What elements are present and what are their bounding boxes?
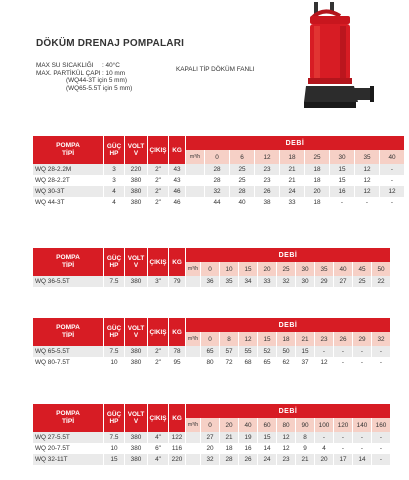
- flow-header: 32: [372, 332, 390, 346]
- flow-unit-spacer: [186, 432, 200, 443]
- max-particle-value: : 10 mm: [102, 69, 126, 77]
- pump-weight: 46: [169, 197, 185, 208]
- head-value: 57: [220, 346, 238, 357]
- flow-header: 29: [353, 332, 371, 346]
- flow-unit: m³/h: [186, 418, 200, 432]
- header-cikis: ÇIKIŞ: [148, 248, 168, 276]
- head-value: -: [330, 197, 354, 208]
- pump-weight: 78: [169, 346, 185, 357]
- head-value: 15: [296, 346, 314, 357]
- head-value: 26: [255, 186, 279, 197]
- head-value: 68: [239, 357, 257, 368]
- head-value: 15: [330, 175, 354, 186]
- page-title: DÖKÜM DRENAJ POMPALARI: [36, 38, 185, 49]
- flow-header: 100: [315, 418, 333, 432]
- header-debi: DEBİ: [186, 318, 390, 332]
- head-value: -: [315, 346, 333, 357]
- pump-table-2: [32, 248, 391, 287]
- head-value: 65: [258, 357, 276, 368]
- head-value: 21: [280, 175, 304, 186]
- head-value: 23: [277, 454, 295, 465]
- head-value: -: [334, 443, 352, 454]
- flow-header: 8: [220, 332, 238, 346]
- pump-name: WQ 32-11T: [33, 454, 103, 465]
- flow-header: 140: [353, 418, 371, 432]
- head-value: 23: [255, 175, 279, 186]
- table-row: [33, 197, 404, 208]
- header-guc: GÜÇ HP: [104, 248, 124, 276]
- pump-name: WQ 27-5.5T: [33, 432, 103, 443]
- head-value: -: [372, 454, 390, 465]
- pump-table-4: [32, 404, 391, 465]
- head-value: 26: [239, 454, 257, 465]
- table-row: [33, 443, 390, 454]
- particle-note-1: (WQ44-3T için 5 mm): [66, 77, 127, 85]
- head-value: -: [353, 443, 371, 454]
- header-volt: VOLT V: [125, 318, 147, 346]
- head-value: 20: [201, 443, 219, 454]
- head-value: 24: [258, 454, 276, 465]
- head-value: 18: [305, 175, 329, 186]
- head-value: -: [353, 346, 371, 357]
- flow-header: 50: [372, 262, 390, 276]
- pump-weight: 43: [169, 164, 185, 175]
- table-row: [33, 454, 390, 465]
- head-value: -: [380, 175, 404, 186]
- head-value: 17: [334, 454, 352, 465]
- flow-unit-spacer: [186, 164, 204, 175]
- header-debi: DEBİ: [186, 248, 390, 262]
- flow-unit-spacer: [186, 346, 200, 357]
- pump-outlet: 4": [148, 454, 168, 465]
- particle-note-2: (WQ65-5.5T için 5 mm): [66, 84, 133, 92]
- flow-unit-spacer: [186, 357, 200, 368]
- pump-hp: 4: [104, 186, 124, 197]
- head-value: 55: [239, 346, 257, 357]
- head-value: 14: [258, 443, 276, 454]
- flow-header: 20: [258, 262, 276, 276]
- head-value: 72: [220, 357, 238, 368]
- flow-unit-spacer: [186, 443, 200, 454]
- head-value: 28: [205, 164, 229, 175]
- pump-name: WQ 28-2.2M: [33, 164, 103, 175]
- head-value: 32: [201, 454, 219, 465]
- head-value: 62: [277, 357, 295, 368]
- max-temp-value: : 40°C: [102, 62, 120, 69]
- header-cikis: ÇIKIŞ: [148, 404, 168, 432]
- table-row: [33, 175, 404, 186]
- head-value: -: [334, 432, 352, 443]
- header-pompa: POMPA TİPİ: [33, 136, 103, 164]
- flow-header: 0: [205, 150, 229, 164]
- head-value: 9: [296, 443, 314, 454]
- head-value: 33: [258, 276, 276, 287]
- pump-outlet: 2": [148, 186, 168, 197]
- pump-name: WQ 44-3T: [33, 197, 103, 208]
- flow-header: 45: [353, 262, 371, 276]
- flow-unit: m³/h: [186, 262, 200, 276]
- pump-volt: 380: [125, 443, 147, 454]
- header-guc: GÜÇ HP: [104, 404, 124, 432]
- pump-table-3: [32, 318, 391, 368]
- pump-hp: 15: [104, 454, 124, 465]
- flow-header: 18: [277, 332, 295, 346]
- head-value: -: [353, 432, 371, 443]
- flow-header: 120: [334, 418, 352, 432]
- pump-weight: 95: [169, 357, 185, 368]
- head-value: 33: [280, 197, 304, 208]
- flow-header: 20: [220, 418, 238, 432]
- pump-name: WQ 28-2.2T: [33, 175, 103, 186]
- max-particle-label: MAX. PARTİKÜL ÇAPI: [36, 69, 101, 77]
- head-value: 30: [296, 276, 314, 287]
- flow-header: 15: [239, 262, 257, 276]
- table-row: [33, 276, 390, 287]
- head-value: 12: [355, 164, 379, 175]
- flow-header: 40: [334, 262, 352, 276]
- head-value: -: [372, 357, 390, 368]
- head-value: 14: [353, 454, 371, 465]
- flow-header: 80: [277, 418, 295, 432]
- head-value: 20: [305, 186, 329, 197]
- flow-header: 21: [296, 332, 314, 346]
- header-kg: KG: [169, 248, 185, 276]
- table-row: [33, 186, 404, 197]
- flow-header: 160: [372, 418, 390, 432]
- header-guc: GÜÇ HP: [104, 318, 124, 346]
- pump-outlet: 3": [148, 276, 168, 287]
- head-value: -: [380, 197, 404, 208]
- pump-name: WQ 65-5.5T: [33, 346, 103, 357]
- head-value: -: [353, 357, 371, 368]
- pump-name: WQ 80-7.5T: [33, 357, 103, 368]
- header-volt: VOLT V: [125, 248, 147, 276]
- pump-hp: 10: [104, 357, 124, 368]
- table-row: [33, 346, 390, 357]
- head-value: 22: [372, 276, 390, 287]
- header-guc: GÜÇ HP: [104, 136, 124, 164]
- head-value: 4: [315, 443, 333, 454]
- head-value: 65: [201, 346, 219, 357]
- flow-header: 12: [255, 150, 279, 164]
- pump-hp: 3: [104, 164, 124, 175]
- head-value: 12: [355, 186, 379, 197]
- flow-header: 0: [201, 418, 219, 432]
- head-value: 27: [334, 276, 352, 287]
- header-debi: DEBİ: [186, 404, 390, 418]
- head-value: 34: [239, 276, 257, 287]
- head-value: -: [372, 443, 390, 454]
- head-value: -: [315, 432, 333, 443]
- head-value: 35: [220, 276, 238, 287]
- head-value: 16: [330, 186, 354, 197]
- pump-hp: 7.5: [104, 276, 124, 287]
- flow-unit-spacer: [186, 175, 204, 186]
- pump-volt: 380: [125, 186, 147, 197]
- head-value: 29: [315, 276, 333, 287]
- pump-name: WQ 30-3T: [33, 186, 103, 197]
- pump-outlet: 2": [148, 175, 168, 186]
- head-value: 37: [296, 357, 314, 368]
- head-value: -: [372, 346, 390, 357]
- pump-hp: 4: [104, 197, 124, 208]
- head-value: 12: [277, 443, 295, 454]
- header-pompa: POMPA TİPİ: [33, 318, 103, 346]
- head-value: 18: [220, 443, 238, 454]
- head-value: 8: [296, 432, 314, 443]
- flow-header: 23: [315, 332, 333, 346]
- head-value: 52: [258, 346, 276, 357]
- head-value: 40: [230, 197, 254, 208]
- head-value: 50: [277, 346, 295, 357]
- head-value: 23: [255, 164, 279, 175]
- head-value: 25: [353, 276, 371, 287]
- pump-volt: 380: [125, 175, 147, 186]
- head-value: 12: [355, 175, 379, 186]
- flow-header: 12: [239, 332, 257, 346]
- flow-header: 25: [277, 262, 295, 276]
- flow-header: 18: [280, 150, 304, 164]
- head-value: 12: [380, 186, 404, 197]
- flow-header: 40: [239, 418, 257, 432]
- table-row: [33, 357, 390, 368]
- header-kg: KG: [169, 318, 185, 346]
- header-pompa: POMPA TİPİ: [33, 404, 103, 432]
- head-value: 25: [230, 164, 254, 175]
- flow-header: 35: [355, 150, 379, 164]
- pump-hp: 7.5: [104, 346, 124, 357]
- head-value: 32: [205, 186, 229, 197]
- flow-header: 0: [201, 332, 219, 346]
- max-temp-label: MAX SU SICAKLIĞI: [36, 62, 94, 69]
- pump-outlet: 2": [148, 346, 168, 357]
- head-value: 32: [277, 276, 295, 287]
- flow-header: 90: [296, 418, 314, 432]
- pump-name: WQ 20-7.5T: [33, 443, 103, 454]
- header-kg: KG: [169, 404, 185, 432]
- head-value: 20: [315, 454, 333, 465]
- flow-unit-spacer: [186, 276, 200, 287]
- pump-volt: 380: [125, 346, 147, 357]
- pump-weight: 122: [169, 432, 185, 443]
- head-value: 24: [280, 186, 304, 197]
- pump-image: [300, 2, 380, 114]
- pump-note: KAPALI TİP DÖKÜM FANLI: [176, 66, 255, 73]
- head-value: 21: [280, 164, 304, 175]
- flow-header: 0: [201, 262, 219, 276]
- pump-weight: 220: [169, 454, 185, 465]
- head-value: 15: [330, 164, 354, 175]
- head-value: 27: [201, 432, 219, 443]
- flow-header: 60: [258, 418, 276, 432]
- flow-header: 30: [330, 150, 354, 164]
- header-cikis: ÇIKIŞ: [148, 136, 168, 164]
- head-value: 18: [305, 197, 329, 208]
- flow-header: 6: [230, 150, 254, 164]
- pump-weight: 43: [169, 175, 185, 186]
- pump-weight: 116: [169, 443, 185, 454]
- flow-header: 26: [334, 332, 352, 346]
- header-pompa: POMPA TİPİ: [33, 248, 103, 276]
- head-value: -: [372, 432, 390, 443]
- table-row: [33, 164, 404, 175]
- pump-outlet: 4": [148, 432, 168, 443]
- header-cikis: ÇIKIŞ: [148, 318, 168, 346]
- flow-unit-spacer: [186, 197, 204, 208]
- flow-header: 35: [315, 262, 333, 276]
- pump-outlet: 2": [148, 164, 168, 175]
- flow-header: 15: [258, 332, 276, 346]
- pump-outlet: 2": [148, 197, 168, 208]
- pump-volt: 220: [125, 164, 147, 175]
- head-value: 19: [239, 432, 257, 443]
- head-value: -: [355, 197, 379, 208]
- pump-volt: 380: [125, 276, 147, 287]
- table-row: [33, 432, 390, 443]
- pump-volt: 380: [125, 197, 147, 208]
- flow-unit: m³/h: [186, 332, 200, 346]
- head-value: 80: [201, 357, 219, 368]
- pump-table-1: [32, 136, 405, 208]
- head-value: 21: [296, 454, 314, 465]
- flow-header: 25: [305, 150, 329, 164]
- head-value: 38: [255, 197, 279, 208]
- head-value: 12: [277, 432, 295, 443]
- flow-header: 30: [296, 262, 314, 276]
- head-value: 28: [230, 186, 254, 197]
- pump-hp: 3: [104, 175, 124, 186]
- header-kg: KG: [169, 136, 185, 164]
- flow-header: 40: [380, 150, 404, 164]
- pump-hp: 10: [104, 443, 124, 454]
- header-volt: VOLT V: [125, 404, 147, 432]
- flow-unit-spacer: [186, 454, 200, 465]
- pump-volt: 380: [125, 432, 147, 443]
- pump-volt: 380: [125, 454, 147, 465]
- pump-name: WQ 36-5.5T: [33, 276, 103, 287]
- head-value: -: [380, 164, 404, 175]
- head-value: 15: [258, 432, 276, 443]
- head-value: 16: [239, 443, 257, 454]
- header-volt: VOLT V: [125, 136, 147, 164]
- head-value: 21: [220, 432, 238, 443]
- pump-volt: 380: [125, 357, 147, 368]
- flow-unit: m³/h: [186, 150, 204, 164]
- head-value: -: [334, 357, 352, 368]
- header-debi: DEBİ: [186, 136, 404, 150]
- pump-weight: 79: [169, 276, 185, 287]
- head-value: 36: [201, 276, 219, 287]
- head-value: 44: [205, 197, 229, 208]
- pump-weight: 46: [169, 186, 185, 197]
- head-value: 12: [315, 357, 333, 368]
- head-value: 25: [230, 175, 254, 186]
- head-value: 18: [305, 164, 329, 175]
- pump-outlet: 2": [148, 357, 168, 368]
- pump-hp: 7.5: [104, 432, 124, 443]
- head-value: 28: [220, 454, 238, 465]
- head-value: 28: [205, 175, 229, 186]
- specifications: [36, 62, 132, 92]
- head-value: -: [334, 346, 352, 357]
- flow-unit-spacer: [186, 186, 204, 197]
- flow-header: 10: [220, 262, 238, 276]
- pump-outlet: 6": [148, 443, 168, 454]
